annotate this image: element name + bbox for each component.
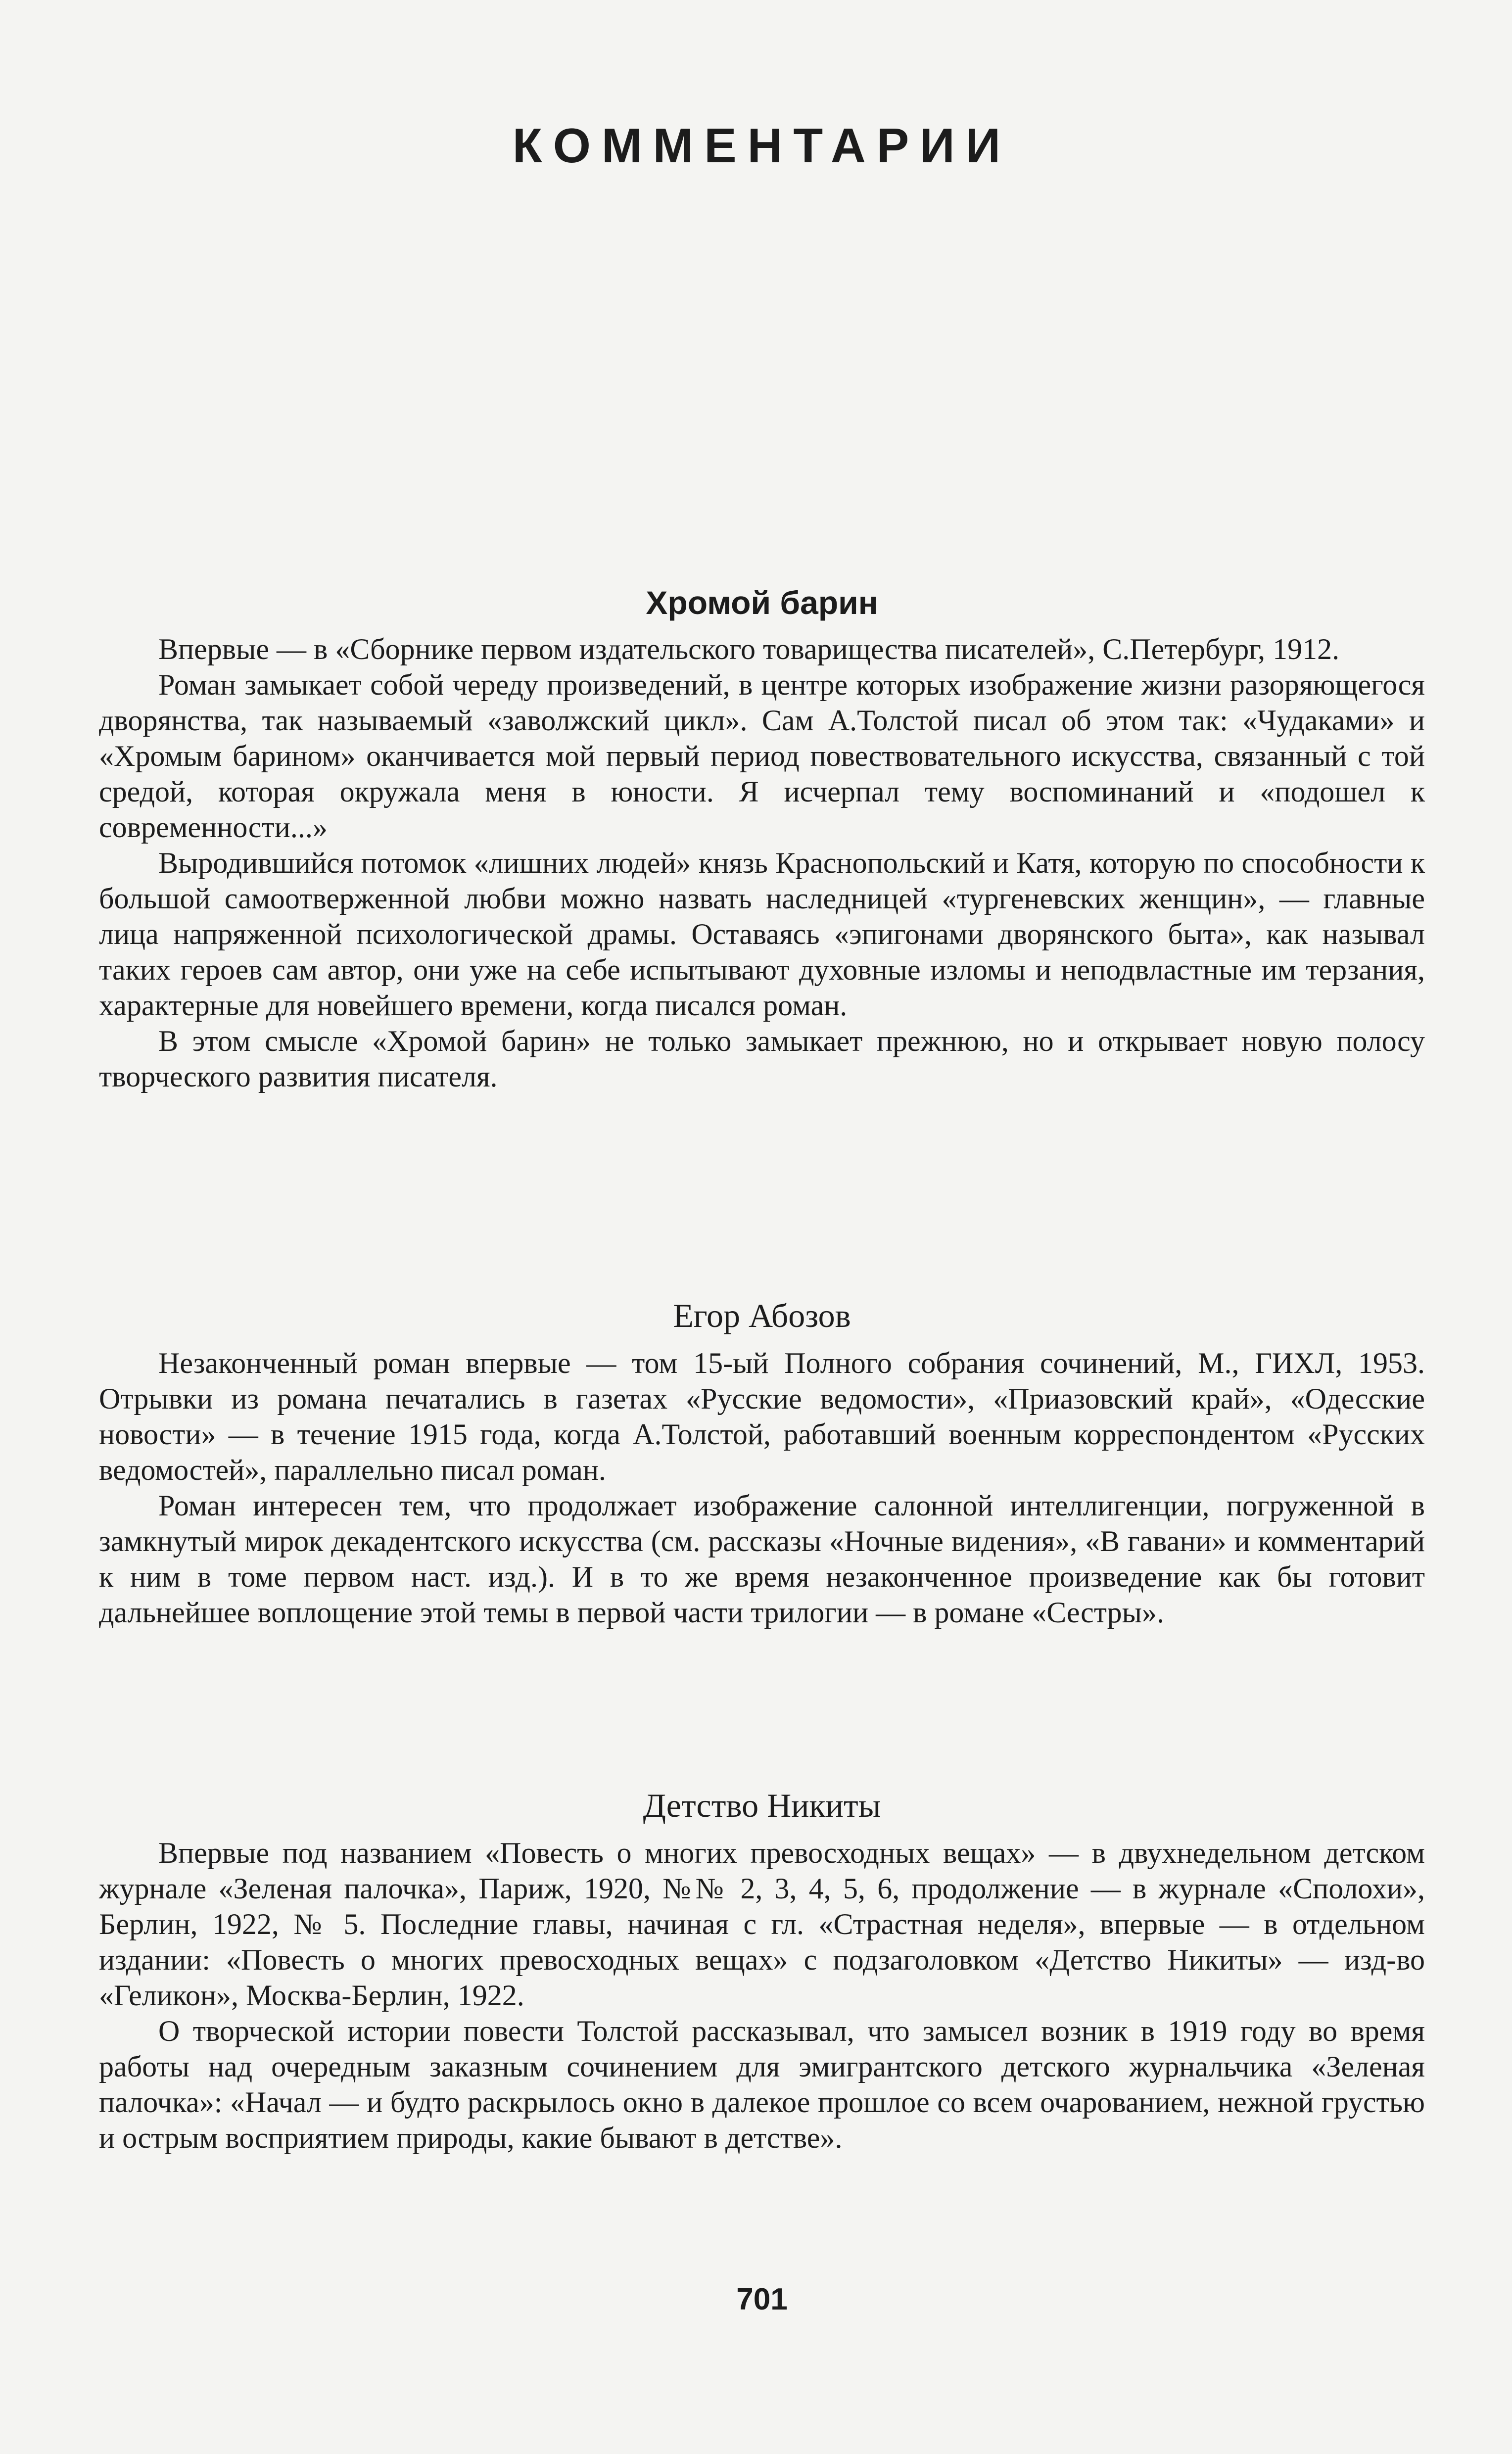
section-khromoy-barin	[99, 584, 1425, 1094]
paragraph: Роман интересен тем, что продолжает изображение салонной интеллигенции, погруженной в замкнутый мирок декадентского искусства (см. рассказы «Ночные видения», «В гавани» и комментарий к ним в томе первом наст. изд.). И в то же время незаконченное произведение как бы готовит дальнейшее воплощение этой темы в первой части трилогии — в романе «Сестры».	[99, 1489, 1425, 1629]
paragraph: Роман замыкает собой череду произведений, в центре которых изображение жизни разоряющегося дворянства, так называемый «заволжский цикл». Сам А.Толстой писал об этом так: «Чудаками» и «Хромым барином» оканчивается мой первый период повествовательного искусства, связанный с той средой, которая окружала меня в юности. Я исчерпал тему воспоминаний и «подошел к современности...»	[99, 668, 1425, 844]
section-title: Детство Никиты	[643, 1787, 881, 1824]
paragraph: Впервые — в «Сборнике первом издательского товарищества писателей», С.Петербург, 1912.	[158, 633, 1340, 665]
section-egor-abozov	[99, 1296, 1425, 1630]
section-title: Егор Абозов	[673, 1297, 851, 1334]
paragraph: Незаконченный роман впервые — том 15-ый Полного собрания сочинений, М., ГИХЛ, 1953. Отрывки из романа печатались в газетах «Русские ведомости», «Приазовский край», «Одесские новости» — в течение 1915 года, когда А.Толстой, работавший военным корреспондентом «Русских ведомостей», параллельно писал роман.	[99, 1347, 1425, 1486]
paragraph: О творческой истории повести Толстой рассказывал, что замысел возник в 1919 году во время работы над очередным заказным сочинением для эмигрантского детского журнальчика «Зеленая палочка»: «Начал — и будто раскрылось окно в далекое прошлое со всем очарованием, нежной грустью и острым восприятием природы, какие бывают в детстве».	[99, 2015, 1425, 2154]
section-title: Хромой барин	[646, 584, 878, 621]
paragraph: В этом смысле «Хромой барин» не только замыкает прежнюю, но и открывает новую полосу творческого развития писателя.	[99, 1025, 1425, 1093]
section-detstvo-nikity	[99, 1786, 1425, 2156]
document-page	[99, 0, 1425, 2454]
paragraph: Впервые под названием «Повесть о многих превосходных вещах» — в двухнедельном детском журнале «Зеленая палочка», Париж, 1920, №№ 2, 3, 4, 5, 6, продолжение — в журнале «Сполохи», Берлин, 1922, № 5. Последние главы, начиная с гл. «Страстная неделя», впервые — в отдельном издании: «Повесть о многих превосходных вещах» с подзаголовком «Детство Никиты» — изд-во «Геликон», Москва-Берлин, 1922.	[99, 1837, 1425, 2012]
page-title: КОММЕНТАРИИ	[512, 118, 1012, 173]
page-number: 701	[736, 2282, 788, 2316]
paragraph: Выродившийся потомок «лишних людей» князь Краснопольский и Катя, которую по способности к большой самоотверженной любви можно назвать наследницей «тургеневских женщин», — главные лица напряженной психологической драмы. Оставаясь «эпигонами дворянского быта», как называл таких героев сам автор, они уже на себе испытывают духовные изломы и неподвластные им терзания, характерные для новейшего времени, когда писался роман.	[99, 847, 1425, 1022]
